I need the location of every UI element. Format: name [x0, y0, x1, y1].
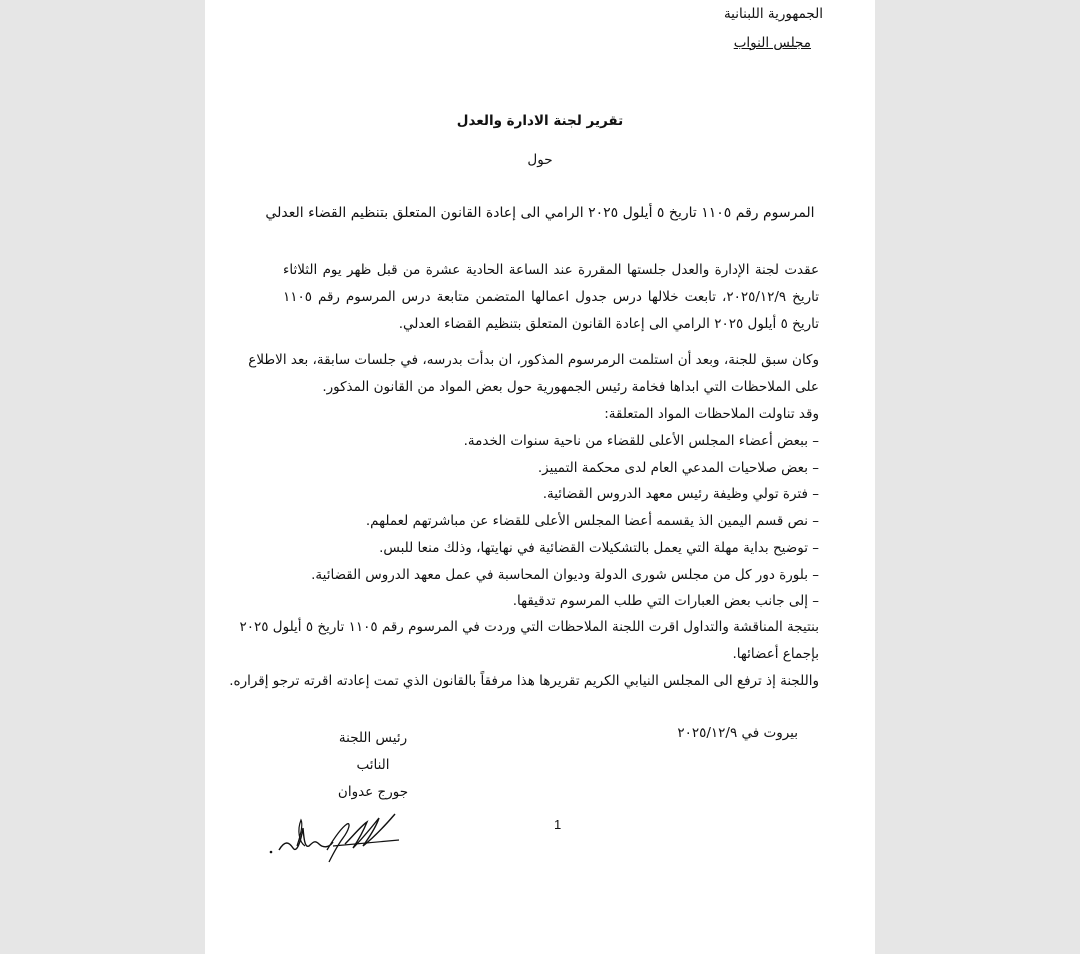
list-item: – نص قسم اليمين الذ يقسمه أعضا المجلس الأعلى للقضاء عن مباشرتهم لعملهم. [365, 513, 819, 530]
signature-block [323, 725, 423, 806]
list-item: – توضيح بداية مهلة التي يعمل بالتشكيلات القضائية في نهايتها، وذلك منعا للبس. [379, 539, 819, 556]
list-item: – إلى جانب بعض العبارات التي طلب المرسوم تدقيقها. [512, 593, 819, 610]
list-item: – بلورة دور كل من مجلس شورى الدولة وديوان المحاسبة في عمل معهد الدروس القضائية. [311, 566, 819, 583]
paragraph-3-line: بإجماع أعضائها. [732, 646, 819, 662]
handwritten-signature [267, 810, 407, 865]
place-date: بيروت في ٢٠٢٥/١٢/٩ [677, 725, 798, 741]
observations-list [283, 428, 819, 615]
paragraph-2 [248, 347, 819, 428]
paragraph-2-line: وكان سبق للجنة، وبعد أن استلمت الرمرسوم المذكور، ان بدأت بدرسه، في جلسات سابقة، بعد الاطلاع [248, 352, 819, 368]
decree-subject: المرسوم رقم ١١٠٥ تاريخ ٥ أيلول ٢٠٢٥ الرامي الى إعادة القانون المتعلق بتنظيم القضاء العدلي [265, 205, 815, 221]
document-page [205, 0, 875, 954]
chair-title: رئيس اللجنة [338, 730, 408, 746]
list-item: – ببعض أعضاء المجلس الأعلى للقضاء من ناحية سنوات الخدمة. [463, 433, 819, 449]
header-republic: الجمهورية اللبنانية [723, 6, 823, 22]
header-parliament: مجلس النواب [733, 35, 811, 51]
paragraph-3-line: واللجنة إذ ترفع الى المجلس النيابي الكريم تقريرها هذا مرفقاً بالقانون الذي تمت إعادته اقرته ترجو إقراره. [229, 673, 819, 689]
paragraph-3-line: بنتيجة المناقشة والتداول اقرت اللجنة الملاحظات التي وردت في المرسوم رقم ١١٠٥ تاريخ ٥ أيلول ٢٠٢٥ [239, 619, 819, 635]
paragraph-2-line: على الملاحظات التي ابداها فخامة رئيس الجمهورية حول بعض المواد من القانون المذكور. [322, 379, 819, 395]
paragraph-2-line: وقد تناولت الملاحظات المواد المتعلقة: [604, 406, 819, 422]
page-number: 1 [554, 817, 562, 832]
list-item: – بعض صلاحيات المدعي العام لدى محكمة التمييز. [537, 459, 819, 476]
report-about: حول [527, 152, 553, 168]
list-item: – فترة تولي وظيفة رئيس معهد الدروس القضائية. [542, 486, 819, 503]
deputy-title: النائب [356, 757, 390, 773]
report-title: تقرير لجنة الادارة والعدل [456, 113, 624, 129]
signatory-name: جورج عدوان [337, 784, 409, 800]
paragraph-3 [229, 614, 819, 695]
paragraph-1: عقدت لجنة الإدارة والعدل جلستها المقررة عند الساعة الحادية عشرة من قبل ظهر يوم الثلاثاء تاريخ ٢٠٢٥/١٢/٩، تابعت خلالها درس جدول اعمالها المتضمن متابعة درس المرسوم رقم ١١٠٥ تاريخ ٥ أيلول ٢٠٢٥ الرامي الى إعادة القانون المتعلق بتنظيم القضاء العدلي. [283, 262, 820, 332]
